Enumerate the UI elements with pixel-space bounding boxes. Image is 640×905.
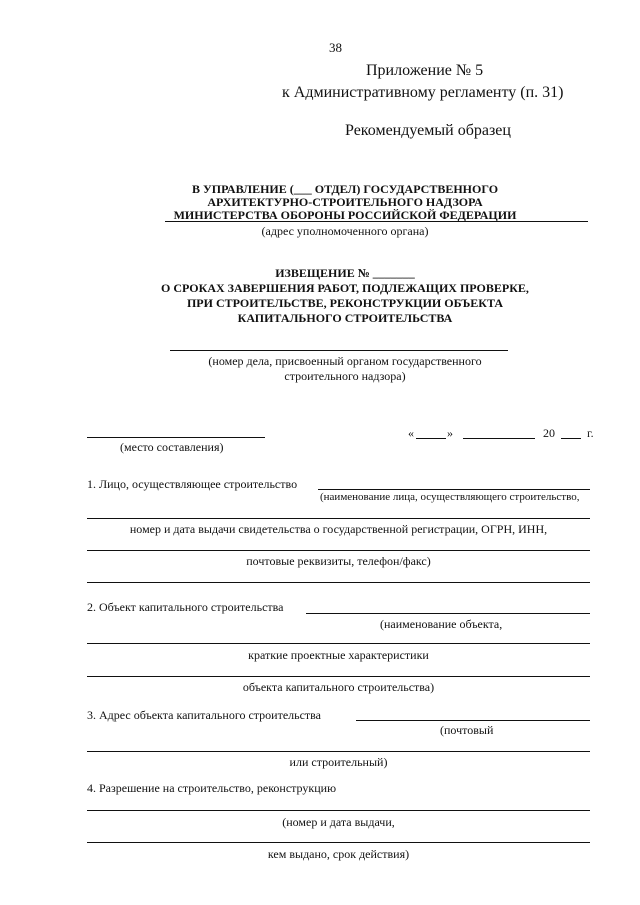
date-day-field[interactable] [416, 438, 446, 439]
section-4-caption-1: (номер и дата выдачи, [282, 815, 395, 829]
sample-label: Рекомендуемый образец [345, 122, 511, 139]
appendix-title: Приложение № 5 [366, 62, 484, 79]
regulation-reference: к Административному регламенту (п. 31) [282, 84, 564, 101]
date-year-suffix: г. [587, 426, 594, 440]
section-4-caption-2: кем выдано, срок действия) [267, 847, 410, 861]
notice-subtitle-1: О СРОКАХ ЗАВЕРШЕНИЯ РАБОТ, ПОДЛЕЖАЩИХ ПРОВЕРКЕ, [161, 281, 529, 295]
notice-subtitle-3: КАПИТАЛЬНОГО СТРОИТЕЛЬСТВА [237, 311, 453, 325]
section-3-label: 3. Адрес объекта капитального строительства [87, 708, 322, 722]
section-1-label: 1. Лицо, осуществляющее строительство [87, 477, 298, 491]
addressee-underline [165, 221, 588, 222]
addressee-line-1: В УПРАВЛЕНИЕ (___ ОТДЕЛ) ГОСУДАРСТВЕННОГО [191, 182, 499, 196]
section-3-caption-1: (почтовый [440, 723, 494, 737]
section-2-caption-2: краткие проектные характеристики [248, 648, 429, 662]
section-1-field-3[interactable] [87, 550, 590, 551]
section-3-field[interactable] [356, 720, 590, 721]
case-number-caption-2: строительного надзора) [284, 369, 406, 383]
date-quote-close: » [447, 426, 453, 440]
page-number: 38 [329, 40, 342, 55]
date-year-prefix: 20 [543, 426, 555, 440]
notice-subtitle-2: ПРИ СТРОИТЕЛЬСТВЕ, РЕКОНСТРУКЦИИ ОБЪЕКТА [186, 296, 504, 310]
section-3-field-2[interactable] [87, 751, 590, 752]
section-2-caption-1: (наименование объекта, [380, 617, 503, 631]
section-4-field-2[interactable] [87, 842, 590, 843]
section-1-field[interactable] [318, 489, 590, 490]
section-1-caption-1: (наименование лица, осуществляющего строительство, [320, 491, 580, 503]
section-1-field-4[interactable] [87, 582, 590, 583]
case-number-caption-1: (номер дела, присвоенный органом государственного [208, 354, 482, 368]
section-2-field-2[interactable] [87, 643, 590, 644]
notice-title: ИЗВЕЩЕНИЕ № _______ [275, 266, 415, 280]
section-3-caption-2: или строительный) [289, 755, 388, 769]
date-quote-open: « [408, 426, 414, 440]
section-2-field[interactable] [306, 613, 590, 614]
addressee-caption: (адрес уполномоченного органа) [261, 224, 429, 238]
section-2-caption-3: объекта капитального строительства) [242, 680, 435, 694]
section-1-caption-3: почтовые реквизиты, телефон/факс) [246, 554, 431, 568]
addressee-line-2: АРХИТЕКТУРНО-СТРОИТЕЛЬНОГО НАДЗОРА [207, 195, 483, 209]
section-2-label: 2. Объект капитального строительства [87, 600, 284, 614]
date-month-field[interactable] [463, 438, 535, 439]
addressee-line-3: МИНИСТЕРСТВА ОБОРОНЫ РОССИЙСКОЙ ФЕДЕРАЦИИ [173, 208, 517, 222]
case-number-field[interactable] [170, 350, 508, 351]
section-1-field-2[interactable] [87, 518, 590, 519]
section-4-label: 4. Разрешение на строительство, реконструкцию [87, 781, 337, 795]
section-4-field[interactable] [87, 810, 590, 811]
place-caption: (место составления) [120, 440, 224, 454]
date-year-field[interactable] [561, 438, 581, 439]
section-2-field-3[interactable] [87, 676, 590, 677]
section-1-caption-2: номер и дата выдачи свидетельства о государственной регистрации, ОГРН, ИНН, [129, 522, 548, 536]
place-field[interactable] [87, 437, 265, 438]
